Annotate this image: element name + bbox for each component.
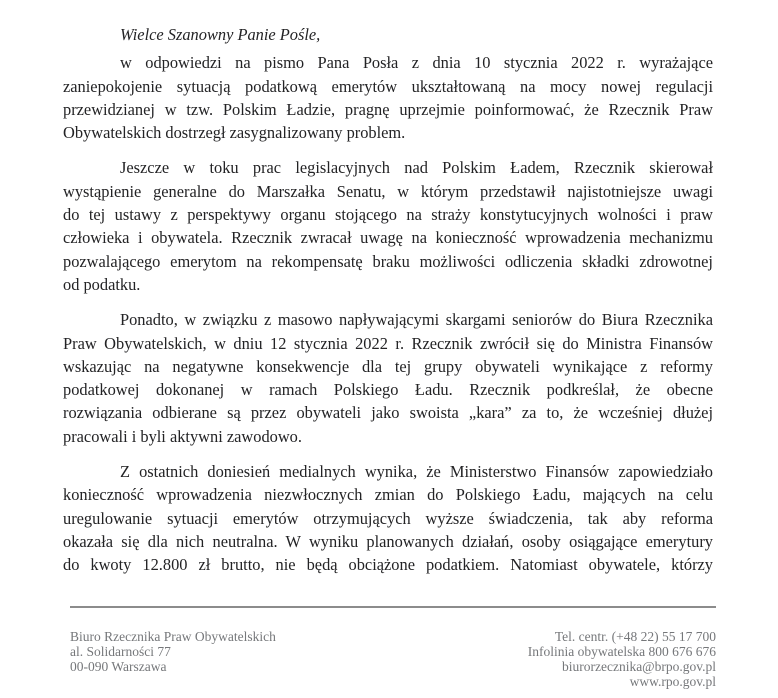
paragraph-line: Ponadto, w związku z masowo napływającymi skargami seniorów do Biura Rzecznika: [120, 310, 713, 330]
body-paragraph-2: [63, 156, 713, 296]
paragraph-line: do tej ustawy z perspektywy organu stojącego na straży konstytucyjnych wolności i praw: [63, 205, 713, 225]
paragraph-line: Z ostatnich doniesień medialnych wynika, że Ministerstwo Finansów zapowiedziało: [120, 462, 713, 482]
paragraph-line: rozwiązania odbierane są przez obywateli jako swoista „kara” za to, że wcześniej dłużej: [63, 403, 713, 423]
letterhead-footer: [70, 629, 716, 689]
paragraph-line: Obywatelskich dostrzegł zasygnalizowany problem.: [63, 123, 406, 143]
body-paragraph-3: [63, 308, 713, 448]
footer-email: biurorzecznika@brpo.gov.pl: [561, 659, 716, 674]
footer-website: www.rpo.gov.pl: [629, 674, 716, 689]
paragraph-line: w odpowiedzi na pismo Pana Posła z dnia 10 stycznia 2022 r. wyrażające: [120, 53, 713, 73]
footer-phone: Tel. centr. (+48 22) 55 17 700: [554, 629, 716, 644]
footer-org-name: Biuro Rzecznika Praw Obywatelskich: [70, 629, 276, 644]
paragraph-line: pracowali i byli aktywni zawodowo.: [63, 426, 302, 446]
paragraph-line: Jeszcze w toku prac legislacyjnych nad Polskim Ładem, Rzecznik skierował: [120, 158, 713, 178]
footer-street: al. Solidarności 77: [70, 644, 171, 659]
paragraph-line: okazała się dla nich neutralna. W wyniku planowanych działań, osoby osiągające emerytury: [63, 531, 713, 551]
paragraph-line: do kwoty 12.800 zł brutto, nie będą obciążone podatkiem. Natomiast obywatele, którzy: [63, 555, 713, 575]
paragraph-line: zaniepokojenie sytuacją podatkową emerytów ukształtowaną na mocy nowej regulacji: [63, 76, 713, 96]
footer-divider: [70, 606, 716, 608]
paragraph-line: pozwalającego emerytom na rekompensatę braku możliwości odliczenia składki zdrowotnej: [63, 251, 713, 271]
paragraph-line: wystąpienie generalne do Marszałka Senatu, w którym przedstawił najistotniejsze uwagi: [63, 181, 713, 201]
letter-body: [63, 23, 713, 577]
paragraph-line: człowieka i obywatela. Rzecznik zwracał uwagę na konieczność wprowadzenia mechanizmu: [63, 228, 713, 248]
paragraph-line: konieczność wprowadzenia niezwłocznych zmian do Polskiego Ładu, mających na celu: [63, 485, 713, 505]
paragraph-line: od podatku.: [63, 274, 141, 294]
footer-address-block: [70, 629, 276, 689]
paragraph-line: podatkowej dokonanej w ramach Polskiego Ładu. Rzecznik podkreślał, że obecne: [63, 380, 713, 400]
footer-contact-block: [528, 629, 716, 689]
footer-city: 00-090 Warszawa: [70, 659, 167, 674]
paragraph-line: wskazując na negatywne konsekwencje dla tej grupy obywateli wynikające z reformy: [63, 356, 713, 376]
footer-infoline: Infolinia obywatelska 800 676 676: [527, 644, 716, 659]
body-paragraph-4: [63, 460, 713, 576]
paragraph-line: przewidzianej w tzw. Polskim Ładzie, pragnę uprzejmie poinformować, że Rzecznik Praw: [63, 99, 713, 119]
paragraph-line: Praw Obywatelskich, w dniu 12 stycznia 2022 r. Rzecznik zwrócił się do Ministra Finansów: [63, 333, 713, 353]
salutation: Wielce Szanowny Panie Pośle,: [120, 25, 321, 44]
body-paragraph-1: [63, 51, 713, 144]
paragraph-line: uregulowanie sytuacji emerytów otrzymujących wyższe świadczenia, tak aby reforma: [63, 508, 713, 528]
